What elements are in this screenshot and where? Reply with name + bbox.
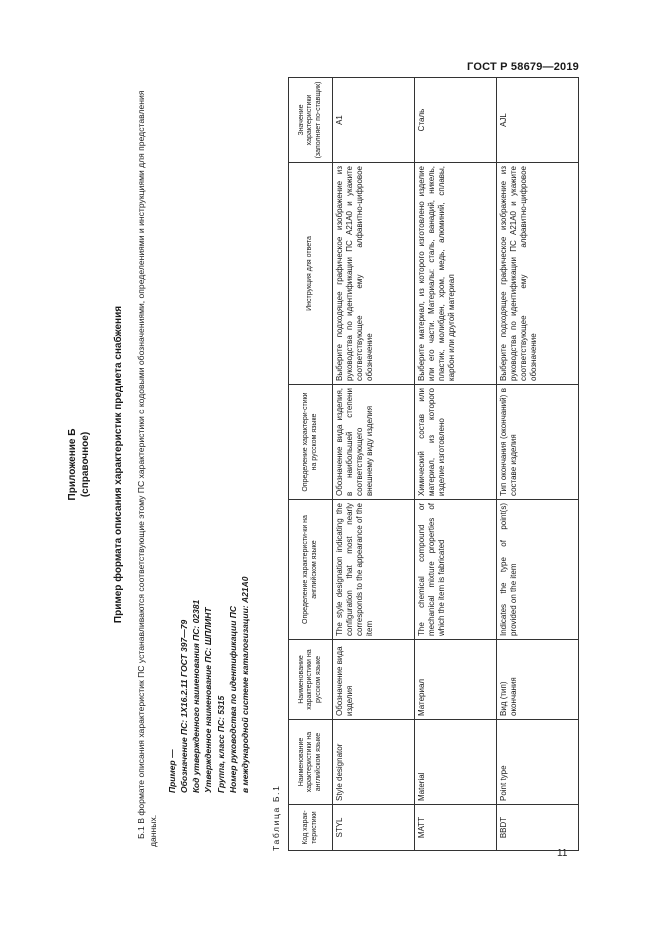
example-line: Группа, класс ПС: 5315: [215, 695, 226, 793]
cell-def-ru: Химический состав или материал, из которого изделие изготовлено: [415, 385, 497, 500]
cell-value: А1: [333, 78, 415, 163]
cell-name-en: Material: [415, 720, 497, 805]
example-line: Обозначение ПС: 1Х16.2.11 ГОСТ 397—79: [179, 619, 190, 793]
cell-def-en: Indicates the type of point(s) provided on the item: [497, 500, 579, 640]
section-title: Пример формата описания характеристик предмета снабжения: [113, 305, 124, 624]
cell-name-en: Point type: [497, 720, 579, 805]
cell-def-ru: Обозначение вида изделия, в наибольшей степени соответствующего внешнему виду изделия: [333, 385, 415, 500]
appendix-subtitle: (справочное): [79, 431, 91, 498]
column-header: Инструкция для ответа: [289, 163, 333, 385]
column-header: Значение характеристики (заполняет по-ставщик): [289, 78, 333, 163]
appendix-title: Приложение Б: [67, 428, 78, 501]
column-header: Определение характеристи-ки на английском языке: [289, 500, 333, 640]
cell-instruction: Выберите подходящее графическое изображение из руководства по идентификации ПС А21А0 и укажите соответствующее ему алфавитно-цифровое обозначение: [497, 163, 579, 385]
cell-instruction: Выберите подходящее графическое изображение из руководства по идентификации ПС А21А0 и укажите соответствующее ему алфавитно-цифровое обозначение: [333, 163, 415, 385]
column-header: Код харак-теристики: [289, 805, 333, 851]
cell-value: AJL: [497, 78, 579, 163]
cell-def-en: The chemical compound or mechanical mixture properties of which the item is fabricated: [415, 500, 497, 640]
example-block: [166, 577, 251, 793]
cell-name-ru: Материал: [415, 640, 497, 720]
table-row: [415, 78, 497, 851]
cell-name-en: Style designator: [333, 720, 415, 805]
cell-name-ru: Обозначение вида изделия: [333, 640, 415, 720]
appendix-heading: [67, 78, 92, 851]
table-row: [333, 78, 415, 851]
cell-name-ru: Вид (тип) окончания: [497, 640, 579, 720]
table-row: [497, 78, 579, 851]
column-header: Определение характери-стики на русском языке: [289, 385, 333, 500]
example-line: Номер руководства по идентификации ПС: [227, 605, 238, 793]
example-line: Утвержденное наименование ПС: ШПЛИНТ: [203, 607, 214, 793]
cell-value: Сталь: [415, 78, 497, 163]
cell-code: MATT: [415, 805, 497, 851]
standard-id: ГОСТ Р 58679—2019: [467, 61, 579, 73]
example-line: Код утвержденного наименования ПС: 02381: [191, 599, 202, 793]
cell-code: BBDT: [497, 805, 579, 851]
column-header: Наименование характеристики на русском языке: [289, 640, 333, 720]
page-number: 11: [557, 848, 568, 859]
example-line: в международной системе каталогизации: А21А0: [239, 576, 250, 793]
cell-code: STYL: [333, 805, 415, 851]
characteristics-table: [288, 77, 579, 851]
column-header: Наименование характеристики на английском языке: [289, 720, 333, 805]
rotated-page-content: [65, 78, 538, 851]
table-header-row: [289, 78, 333, 851]
example-label: Пример —: [167, 749, 177, 793]
section-intro: Б.1 В формате описания характеристик ПС устанавливаются соответствующие этому ПС характеристики с кодовыми обозначениями, определениями и инструкциями для представления данных.: [136, 90, 159, 847]
cell-def-ru: Тип окончания (окончаний) в составе изделия: [497, 385, 579, 500]
table-caption: Таблица Б.1: [271, 784, 281, 851]
cell-def-en: The style designation indicating the configuration that most nearly corresponds to the appearance of the item: [333, 500, 415, 640]
cell-instruction: Выберите материал, из которого изготовлено изделие или его части. Материалы: сталь, ванадий, никель, пластик, молибден, хром, медь, алюминий, сплавы, карбон или другой материал: [415, 163, 497, 385]
